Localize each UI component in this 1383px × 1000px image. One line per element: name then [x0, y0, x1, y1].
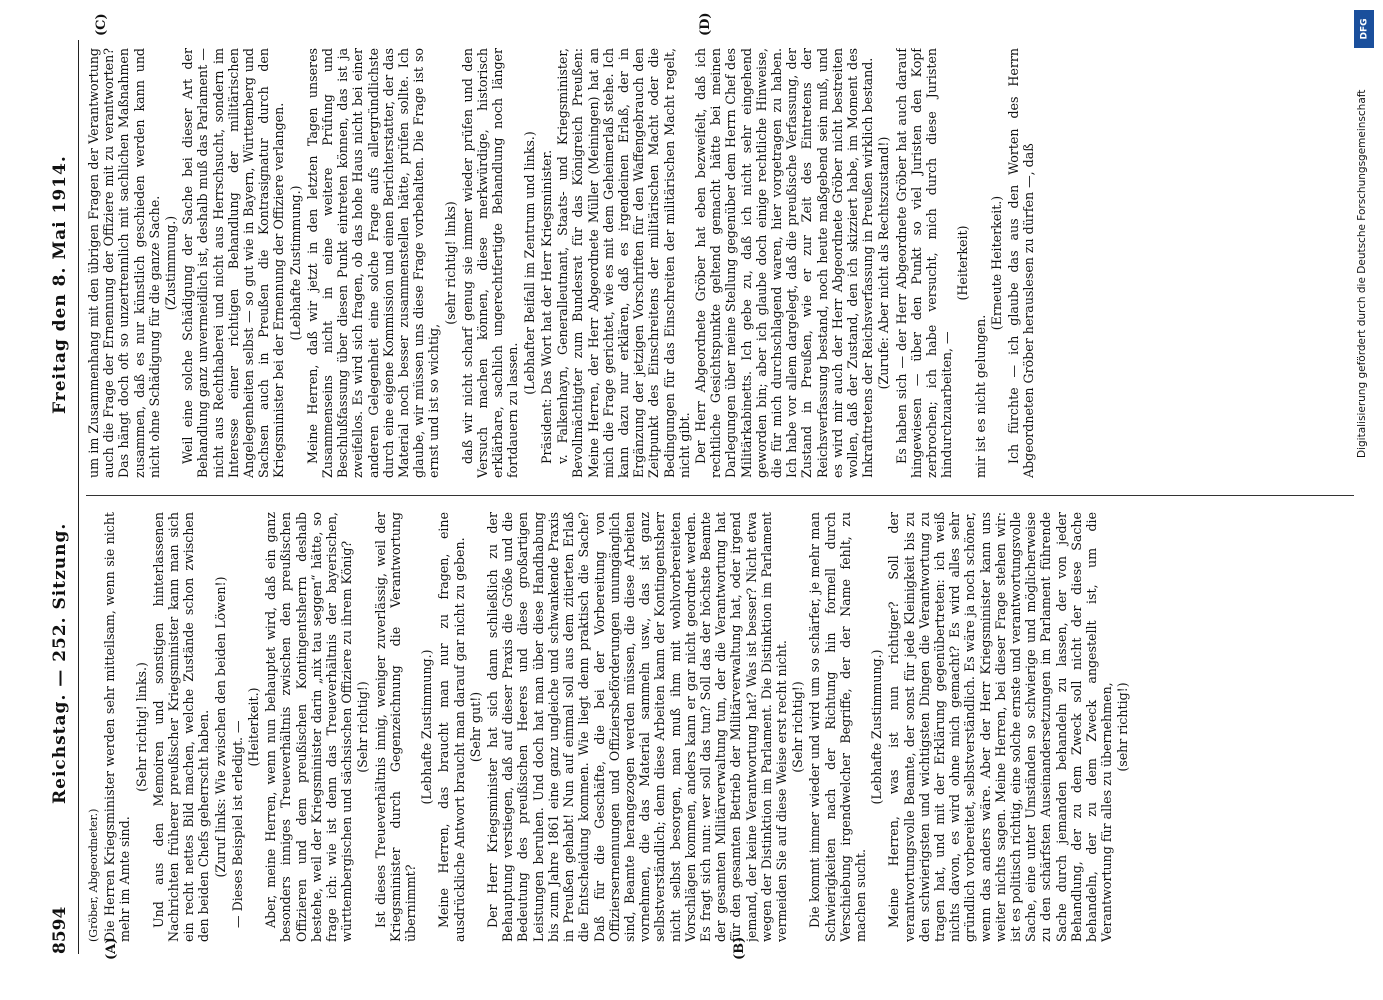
interjection: (Zustimmung.)	[163, 215, 179, 311]
interjection: (Lebhafte Zustimmung.)	[869, 649, 885, 805]
paragraph: Es haben sich — der Herr Abgeordnete Gröber hat auch darauf hingewiesen — über den Punkt so viel Juristen den Kopf zerbrochen; ich habe versucht, mich durch diese Juristen hindurchzuarbeiten, —	[893, 48, 955, 478]
interjection: (Sehr richtig! links.)	[133, 662, 149, 792]
column-divider	[86, 495, 1354, 496]
session-date: Freitag den 8. Mai 1914.	[50, 155, 70, 414]
interjection: (Lebhafter Beifall im Zentrum und links.)	[521, 131, 537, 395]
paragraph: Die kommt immer wieder und wird um so schärfer, je mehr man Schwierigkeiten nach der Richtung hin formell durch Verschiebung irgendwelcher Begriffe, der der Name fehlt, zu machen sucht.	[807, 512, 868, 942]
interjection: (Sehr richtig!)	[355, 681, 371, 773]
interjection: (Heiterkeit)	[955, 225, 971, 301]
paragraph: (Gröber, Abgeordneter.)	[87, 808, 100, 942]
paragraph: Präsident: Das Wort hat der Herr Kriegsminister.	[538, 149, 554, 464]
left-column	[86, 512, 1354, 942]
interjection: (Erneute Heiterkeit.)	[988, 195, 1004, 331]
interjection: (Sehr gut!)	[467, 691, 483, 763]
interjection: (sehr richtig!)	[1115, 682, 1131, 772]
paragraph: Meine Herren, das braucht man nur zu fragen, eine ausdrückliche Antwort braucht man darauf gar nicht zu geben.	[436, 512, 467, 942]
digitization-credit	[1352, 10, 1378, 1000]
paragraph: daß wir nicht scharf genug sie immer wieder prüfen und den Versuch machen können, diese merkwürdige, historisch erklärbare, sachlich ungerechtfertigte Behandlung noch länger fortdauern zu lassen.	[459, 48, 521, 478]
margin-mark-a: (A)	[104, 937, 119, 960]
interjection: (Sehr richtig!)	[790, 681, 806, 773]
paragraph: Der Herr Kriegsminister hat sich dann schließlich zu der Behauptung verstiegen, daß auf dieser Praxis die Größe und die Bedeutung des preußischen Heeres und diese großartigen Leistungen beruhen. Und doch hat man über diese Handhabung bis zum Jahre 1861 eine ganz ungleiche und schwankende Praxis in Preußen gehabt! Nun auf einmal soll aus dem zitierten Erlaß die Entscheidung kommen. Wie liegt denn praktisch die Sache? Daß für die Geschäfte, die bei der Vorbereitung von Offiziersernennungen und Offiziersbeförderungen unumgänglich sind, Beamte herangezogen werden müssen, die diese Arbeiten vornehmen, die das Material sammeln usw., das ist ganz selbstverständlich; denn diese Arbeiten kann der Kontingentsherr nicht selbst besorgen, man muß ihm mit wohlvorbereiteten Vorschlägen kommen, anders kann er gar nicht geordnet werden. Es fragt sich nun: wer soll das tun? Soll das der höchste Beamte der gesamten Militärverwaltung tun, der die Verantwortung hat für den gesamten Betrieb der Militärverwaltung hat, oder irgend jemand, der keine Verantwortung hat? Was ist besser? Nicht etwa wegen der Distinktion im Parlament. Die Distinktion im Parlament vermeiden Sie auf diese Weise erst recht nicht.	[485, 512, 789, 942]
paragraph: Und aus den Memoiren und sonstigen hinterlassenen Nachrichten früherer preußischer Kriegsminister kann man sich ein recht nettes Bild machen, welche Zustände schon zwischen den beiden Chefs geherrscht haben.	[150, 512, 212, 942]
session-title: Reichstag. — 252. Sitzung.	[50, 522, 70, 804]
margin-mark-c: (C)	[94, 13, 109, 36]
paragraph: Meine Herren, was ist nun richtiger? Soll der verantwortungsvolle Beamte, der sonst für jede Kleinigkeit bis zu den schwierigsten und wichtigsten Dingen die Verantwortung zu tragen hat, und mit der Erklärung gegenübertreten: ich weiß nichts davon, es wird ohne mich gemacht? Es wird alles sehr gründlich vorbereitet, selbstverständlich. Es wäre ja noch schöner, wenn das anders wäre. Aber der Herr Kriegsminister kann uns weiter nichts sagen. Meine Herren, bei dieser Frage stehen wir: ist es politisch richtig, eine solche ernste und verantwortungsvolle Sache, eine unter Umständen so schwierige und möglicherweise zu den schärfsten Auseinandersetzungen im Parlament führende Sache durch jemanden behandeln zu lassen, der von jeder Behandlung, der zu dem Zweck soll nicht der diese Sache behandeln, der zu dem Zweck angestellt ist, um die Verantwortung für alles zu übernehmen,	[886, 512, 1115, 942]
text-columns	[86, 12, 1354, 960]
paragraph: Ich fürchte — ich glaube das aus den Worten des Herrn Abgeordneten Gröber herauslesen zu dürfen —, daß	[1005, 48, 1037, 478]
interjection: (sehr richtig! links)	[442, 201, 458, 325]
running-header	[50, 40, 80, 954]
margin-mark-b: (B)	[732, 936, 747, 960]
credit-text: Digitalisierung gefördert durch die Deutsche Forschungsgemeinschaft	[1356, 89, 1368, 458]
margin-mark-d: (D)	[698, 12, 713, 36]
paragraph: mir ist es nicht gelungen.	[972, 314, 988, 478]
dfg-logo: DFG	[1354, 10, 1374, 48]
paragraph: Weil eine solche Schädigung der Sache bei dieser Art der Behandlung ganz unvermeidlich ist, deshalb muß das Parlament — nicht aus Rechthaberei und nicht aus Herrschsucht, sondern im Interesse einer richtigen Behandlung der militärischen Angelegenheiten selbst — so gut wie in Bayern, Württemberg und Sachsen auch in Preußen die Kontrasignatur durch den Kriegsminister bei der Ernennung der Offiziere verlangen.	[180, 48, 287, 478]
paragraph: — Dieses Beispiel ist erledigt. —	[229, 720, 245, 928]
paragraph: v. Falkenhayn, Generalleutnant, Staats- und Kriegsminister, Bevollmächtigter zum Bundesrat für das Königreich Preußen: Meine Herren, der Herr Abgeordnete Müller (Meiningen) hat an mich die Frage gerichtet, wie es mit dem Geheimerlaß stehe. Ich kann dazu nur erklären, daß es irgendeinen Erlaß, der in Ergänzung der jetzigen Vorschriften für den Waffengebrauch den Zeitpunkt des Einschreitens der militärischen Macht oder die Bedingungen für das Einschreiten der militärischen Macht regelt, nicht gibt.	[555, 48, 692, 478]
interjection: (Lebhafte Zustimmung.)	[419, 649, 435, 805]
header-rule	[78, 40, 79, 954]
paragraph: Aber, meine Herren, wenn nun behauptet wird, daß ein ganz besonders inniges Treueverhältnis zwischen den preußischen Offizieren und dem preußischen Kontingentsherrn deshalb bestehe, weil der Kriegsminister darin „nix tau seggen“ hätte, so frage ich: wie ist denn das Treueverhältnis der bayerischen, württembergischen und sächsischen Offiziere zu ihrem König?	[263, 512, 355, 942]
paragraph: Der Herr Abgeordnete Gröber hat eben bezweifelt, daß ich rechtliche Gesichtspunkte geltend gemacht hätte bei meinen Darlegungen über meine Stellung gegenüber dem Herrn Chef des Militärkabinetts. Ich gebe zu, daß ich nicht sehr eingehend geworden bin; aber ich glaube doch einige rechtliche Hinweise, die für mich durchschlagend waren, hier vorgetragen zu haben. Ich habe vor allem dargelegt, daß die preußische Verfassung, der Zustand in Preußen, wie er zur Zeit des Eintretens der Reichsverfassung bestand, noch heute maßgebend sein muß, und es wird mir auch der Herr Abgeordnete Gröber nicht bestreiten wollen, daß der Zustand, den ich skizziert habe, im Moment des Inkrafttretens der Reichsverfassung in Preußen wirklich bestand.	[692, 48, 876, 478]
right-column	[86, 48, 1354, 478]
page-number: 8594	[50, 906, 70, 954]
paragraph: Ist dieses Treueverhältnis innig, weniger zuverlässig, weil der Kriegsminister durch Gegenzeichnung die Verantwortung übernimmt?	[372, 512, 419, 942]
paragraph: um im Zusammenhang mit den übrigen Fragen der Verantwortung auch die Frage der Ernennung der Offiziere mit zu verantworten? Das hängt doch oft so unzertrennlich mit sachlichen Maßnahmen zusammen, daß es nur künstlich geschieden werden kann und nicht ohne Schädigung für die ganze Sache.	[86, 48, 162, 478]
interjection: (Zurufe: Aber nicht als Rechtszustand!)	[876, 136, 892, 390]
paragraph: Die Herren Kriegsminister werden sehr mitteilsam, wenn sie nicht mehr im Amte sind.	[102, 512, 133, 942]
paragraph: Meine Herren, daß wir jetzt in den letzten Tagen unseres Zusammenseins nicht in eine weitere Prüfung und Beschlußfassung über diesen Punkt eintreten können, das ist ja zweifellos. Es wird sich fragen, ob das hohe Haus nicht bei einer anderen Gelegenheit eine solche Frage aufs allergründlichste durch eine eigene Kommission und einen Berichterstatter, der das Material noch besser zusammenstellen hätte, prüfen sollte. Ich glaube, wir müssen uns diese Frage vorbehalten. Die Frage ist so ernst und ist so wichtig,	[304, 48, 442, 478]
interjection: (Zuruf links: Wie zwischen den beiden Löwen!)	[212, 576, 228, 878]
interjection: (Lebhafte Zustimmung.)	[287, 185, 303, 341]
interjection: (Heiterkeit.)	[246, 687, 262, 767]
